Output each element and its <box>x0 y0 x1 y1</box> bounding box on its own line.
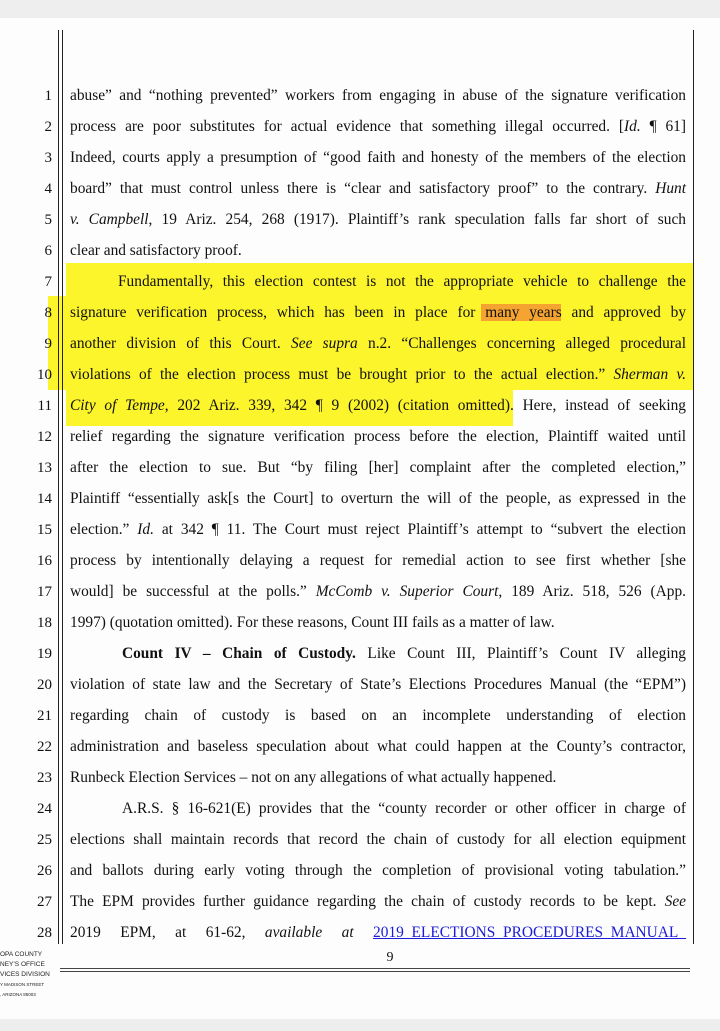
case-name: Hunt <box>655 180 686 197</box>
line-number: 2 <box>44 119 52 135</box>
page-number: 9 <box>386 950 394 965</box>
highlighted-phrase: many years <box>485 304 562 321</box>
line-number: 6 <box>44 243 52 259</box>
line-number: 3 <box>44 150 52 166</box>
text-line: City of Tempe, 202 Ariz. 339, 342 ¶ 9 (2002) (citation omitted). Here, instead of seeking <box>70 397 687 414</box>
text-line: violations of the election process must be brought prior to the actual election.” Sherman v. <box>70 366 686 383</box>
text-line: v. Campbell, 19 Ariz. 254, 268 (1917). Plaintiff’s rank speculation falls far short of such <box>70 211 686 228</box>
top-margin-bar <box>0 0 720 18</box>
text-line: after the election to sue. But “by filing [her] complaint after the completed election,” <box>70 459 686 476</box>
footer-rule <box>60 968 690 969</box>
signal-italic: See <box>664 893 686 910</box>
line-number: 20 <box>37 677 52 693</box>
line-number: 13 <box>37 460 52 476</box>
text-line: and ballots during early voting through the completion of provisional voting tabulation.” <box>70 862 686 879</box>
text-line: board” that must control unless there is “clear and satisfactory proof” to the contrary. Hunt <box>70 180 686 197</box>
bottom-margin-bar <box>0 1019 720 1031</box>
firm-line: Y MADISON STREET <box>0 982 45 987</box>
text-line: violation of state law and the Secretary of State’s Elections Procedures Manual (the “EPM”) <box>70 676 686 693</box>
firm-line: VICES DIVISION <box>0 971 50 978</box>
text-line: signature verification process, which has been in place for many years and approved by <box>70 304 687 321</box>
text-line: A.R.S. § 16-621(E) provides that the “county recorder or other officer in charge of <box>122 800 686 817</box>
text-line: Count IV – Chain of Custody. Like Count III, Plaintiff’s Count IV alleging <box>122 645 686 662</box>
left-margin-rule-1 <box>58 30 59 944</box>
text-line: administration and baseless speculation about what could happen at the County’s contractor, <box>70 738 686 755</box>
text-line: relief regarding the signature verification process before the election, Plaintiff waited until <box>70 428 686 445</box>
firm-line: NEY’S OFFICE <box>0 961 45 968</box>
signal-italic: available at <box>264 924 354 941</box>
line-number: 16 <box>37 553 52 569</box>
line-number: 1 <box>44 88 52 104</box>
line-number: 27 <box>37 894 52 910</box>
text-line: 1997) (quotation omitted). For these reasons, Count III fails as a matter of law. <box>70 614 555 631</box>
case-name: City of Tempe <box>70 397 165 414</box>
text-line: elections shall maintain records that record the chain of custody for all election equipment <box>70 831 686 848</box>
text-line: 2019 EPM, at 61-62, available at 2019_ELECTIONS_PROCEDURES_MANUAL_ <box>70 924 686 941</box>
case-name: McComb v. Superior Court <box>315 583 499 600</box>
line-number: 24 <box>37 801 52 817</box>
line-number: 11 <box>37 398 52 414</box>
section-heading: Count IV – Chain of Custody. <box>122 645 356 662</box>
line-number: 4 <box>44 181 52 197</box>
case-name: v. Campbell <box>70 211 149 228</box>
line-number: 10 <box>37 367 52 383</box>
text-line: The EPM provides further guidance regarding the chain of custody records to be kept. See <box>70 893 686 910</box>
left-margin-rule-2 <box>62 30 63 944</box>
text-line: another division of this Court. See supra n.2. “Challenges concerning alleged procedural <box>70 335 686 352</box>
text-line: process by intentionally delaying a request for remedial action to see first whether [she <box>70 552 686 569</box>
right-margin-rule <box>693 30 694 944</box>
text-line: process are poor substitutes for actual evidence that something illegal occurred. [Id. ¶ 61] <box>70 118 687 135</box>
line-number: 19 <box>37 646 52 662</box>
citation-italic: Id. <box>137 521 154 538</box>
line-number: 22 <box>37 739 52 755</box>
text-line: abuse” and “nothing prevented” workers from engaging in abuse of the signature verification <box>70 87 686 104</box>
line-number: 25 <box>37 832 52 848</box>
text-line: Plaintiff “essentially ask[s the Court] to overturn the will of the people, as expressed in the <box>70 490 686 507</box>
line-number: 18 <box>37 615 52 631</box>
firm-line: OPA COUNTY <box>0 951 43 958</box>
line-number: 9 <box>44 336 52 352</box>
line-number: 21 <box>37 708 52 724</box>
case-name: Sherman v. <box>613 366 686 383</box>
text-line: Fundamentally, this election contest is not the appropriate vehicle to challenge the <box>118 273 686 290</box>
line-number: 14 <box>37 491 52 507</box>
epm-link[interactable]: 2019_ELECTIONS_PROCEDURES_MANUAL_ <box>373 924 686 941</box>
line-number: 8 <box>44 305 52 321</box>
line-number: 26 <box>37 863 52 879</box>
text-line: would] be successful at the polls.” McComb v. Superior Court, 189 Ariz. 518, 526 (App. <box>70 583 686 600</box>
line-number: 5 <box>44 212 52 228</box>
text-line: Runbeck Election Services – not on any allegations of what actually happened. <box>70 769 557 786</box>
firm-block <box>0 950 60 1000</box>
line-number: 23 <box>37 770 52 786</box>
text-line: election.” Id. at 342 ¶ 11. The Court must reject Plaintiff’s attempt to “subvert the election <box>70 521 686 538</box>
line-number: 7 <box>44 274 52 290</box>
firm-line: , ARIZONA 85003 <box>0 992 36 997</box>
signal-italic: See supra <box>291 335 358 352</box>
line-number: 17 <box>37 584 52 600</box>
citation-italic: Id. <box>624 118 641 135</box>
text-line: regarding chain of custody is based on an incomplete understanding of election <box>70 707 686 724</box>
line-number: 15 <box>37 522 52 538</box>
line-number: 28 <box>37 925 52 941</box>
text-line: clear and satisfactory proof. <box>70 242 242 259</box>
text-line: Indeed, courts apply a presumption of “good faith and honesty of the members of the election <box>70 149 686 166</box>
line-number: 12 <box>37 429 52 445</box>
footer-rule-2 <box>60 971 690 972</box>
